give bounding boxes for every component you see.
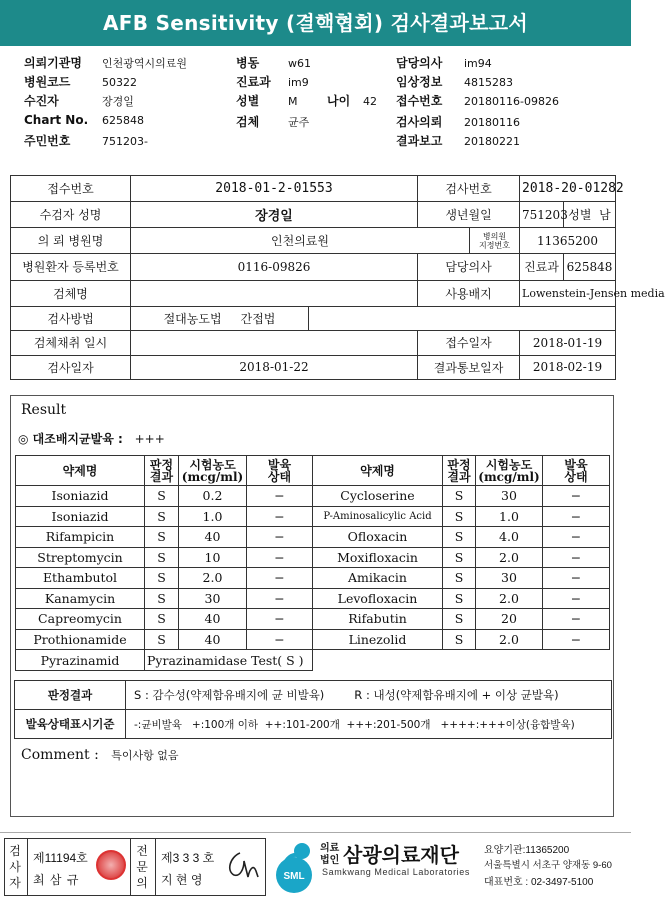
drug-drug-cell: Levofloxacin [313,588,443,609]
header-field: 검체 균주 [236,115,310,129]
sex-cell [564,202,616,228]
medium-label: 사용배지 [418,280,520,306]
test-no-label: 검사번호 [418,176,520,202]
drug-judge-cell: S [145,506,179,527]
tester-no: 제11194호 [33,851,88,865]
drug-judge-cell: S [443,609,476,630]
drug-drug-cell: Rifabutin [313,609,443,630]
reg-no-label: 병원환자 등록번호 [11,254,131,280]
birth-label: 생년월일 [418,202,520,228]
header-field: 의뢰기관명 인천광역시의료원 [24,56,188,70]
header-field: 성별 M [236,94,298,108]
drug-judge-cell: S [443,486,476,507]
col-conc-2: (mcg/ml) [181,469,244,484]
drug-judge-cell: S [145,609,179,630]
receive-date: 2018-01-19 [520,330,616,355]
drug-table [15,455,610,671]
dept-label: 진료과 [520,254,564,280]
hospital: 인천의료원 [131,228,470,254]
pza-drug: Pyrazinamid [16,650,145,671]
drug-row [16,506,610,527]
col-judge [145,456,179,486]
svg-text:SML: SML [283,871,305,882]
drug-conc-cell: 30 [476,568,543,589]
col-growth-2: 상태 [564,469,588,484]
patient-name-label: 수검자 성명 [11,202,131,228]
drug-judge-cell: S [443,568,476,589]
method-value [131,306,309,330]
drug-growth-cell: − [247,506,313,527]
test-date: 2018-01-22 [131,355,418,379]
legend-growth-label: 발육상태표시기준 [15,710,126,739]
drug-conc-cell: 20 [476,609,543,630]
reg-no: 0116-09826 [131,254,418,280]
method-label: 검사방법 [11,306,131,330]
specimen-value [131,280,418,306]
comment [21,746,179,764]
drug-conc-cell: 30 [476,486,543,507]
org-prefix: 의료 법인 [320,843,340,866]
drug-growth-cell: − [247,609,313,630]
test-date-label: 검사일자 [11,355,131,379]
collect-value [131,330,418,355]
col-judge [443,456,476,486]
drug-growth-cell: − [247,588,313,609]
header-field: 병동 w61 [236,56,311,70]
header-field: 임상정보 4815283 [396,75,513,89]
org-address: 서울특별시 서초구 양재동 9-60 [484,860,612,871]
drug-drug-cell: Prothionamide [16,629,145,650]
drug-growth-cell: − [543,609,610,630]
drug-judge-cell: S [443,588,476,609]
drug-judge-cell: S [145,486,179,507]
control-growth [18,430,165,447]
drug-conc-cell: 40 [179,629,247,650]
drug-conc-cell: 40 [179,609,247,630]
report-title: AFB Sensitivity (결핵협회) 검사결과보고서 [0,0,631,46]
drug-drug-cell: Kanamycin [16,588,145,609]
specimen-label: 검체명 [11,280,131,306]
legend-growth-text: -:균비발육 +:100개 이하 ++:101-200개 +++:201-500개 ++++:+++이상(융합발육) [126,710,612,739]
org-en: Samkwang Medical Laboratories [322,867,470,877]
reviewer-name: 지 현 영 [161,873,203,887]
org-phone: 대표번호 : 02-3497-5100 [484,877,594,888]
header-field: 진료과 im9 [236,75,309,89]
method-2: 간접법 [240,311,276,326]
birth: 751203 [520,202,564,228]
test-no: 2018-20-01282 [520,176,616,202]
drug-row [16,588,610,609]
drug-drug-cell: Linezolid [313,629,443,650]
header-field: 검사의뢰 20180116 [396,115,520,129]
sex: 남 [599,208,611,223]
drug-judge-cell: S [443,629,476,650]
control-growth-value: +++ [134,432,165,446]
legend-judge-s: S : 감수성(약제함유배지에 균 비발육) [134,688,325,702]
header-field: Chart No. 625848 [24,113,144,127]
comment-label: Comment : [21,747,99,763]
drug-row [16,568,610,589]
footer [0,832,631,903]
drug-growth-cell: − [543,629,610,650]
drug-conc-cell: 2.0 [179,568,247,589]
report-date: 2018-02-19 [520,355,616,379]
org-name: 삼광의료재단 [343,843,459,867]
drug-conc-cell: 0.2 [179,486,247,507]
drug-row [16,629,610,650]
patient-form [10,175,665,380]
drug-drug-cell: P-Aminosalicylic Acid [313,506,443,527]
method-blank [309,306,616,330]
legend-judge-r: R : 내성(약제함유배지에 + 이상 균발육) [354,688,559,702]
drug-conc-cell: 30 [179,588,247,609]
col-drug: 약제명 [16,456,145,486]
control-growth-label: ◎ 대조배지균발육 : [18,432,123,446]
col-growth-1: 발육 [267,457,292,472]
col-growth-2: 상태 [267,469,292,484]
drug-judge-cell: S [145,547,179,568]
drug-growth-cell: − [247,486,313,507]
col-conc [476,456,543,486]
reviewer-label: 전 문 의 [136,844,148,890]
header-field-age: 나이 42 [327,94,377,108]
legend-judge-label: 판정결과 [15,681,126,710]
drug-conc-cell: 2.0 [476,629,543,650]
col-growth-1: 발육 [564,457,588,472]
drug-drug-cell: Ofloxacin [313,527,443,548]
receive-label: 접수일자 [418,330,520,355]
collect-label: 검체채취 일시 [11,330,131,355]
medium: Lowenstein-Jensen media [520,280,616,306]
drug-conc-cell: 1.0 [476,506,543,527]
col-drug: 약제명 [313,456,443,486]
drug-growth-cell: − [543,588,610,609]
col-judge-1: 판정 [149,457,174,472]
drug-judge-cell: S [145,629,179,650]
dept-value: 625848 [564,254,616,280]
sex-label: 성별 [568,208,592,223]
drug-drug-cell: Cycloserine [313,486,443,507]
drug-judge-cell: S [145,568,179,589]
receipt-no: 2018-01-2-01553 [131,176,418,202]
col-growth [247,456,313,486]
drug-judge-cell: S [443,506,476,527]
header-field: 결과보고 20180221 [396,134,520,148]
doctor-label: 담당의사 [418,254,520,280]
drug-drug-cell: Capreomycin [16,609,145,630]
pza-test: Pyrazinamidase Test( S ) [145,650,313,671]
drug-row [16,527,610,548]
col-conc-1: 시험농도 [189,457,236,472]
drug-conc-cell: 40 [179,527,247,548]
comment-text: 특이사항 없음 [111,749,179,762]
drug-judge-cell: S [443,527,476,548]
col-growth [543,456,610,486]
header-info [24,54,624,150]
hospital-label: 의 뢰 병원명 [11,228,131,254]
method-1: 절대농도법 [163,311,222,326]
drug-drug-cell: Ethambutol [16,568,145,589]
pza-blank [313,650,610,671]
legend-table [14,680,612,739]
designated-label-1: 병의원 [482,231,507,241]
drug-row [16,609,610,630]
col-conc [179,456,247,486]
designated-label [470,228,520,254]
result-heading: Result [21,402,67,418]
legend-judge-text [126,681,612,710]
drug-growth-cell: − [247,568,313,589]
seal-stamp [96,850,126,880]
drug-drug-cell: Moxifloxacin [313,547,443,568]
drug-drug-cell: Amikacin [313,568,443,589]
drug-row [16,547,610,568]
drug-drug-cell: Isoniazid [16,486,145,507]
drug-judge-cell: S [443,547,476,568]
tester-label: 검 사 자 [9,844,21,890]
drug-growth-cell: − [247,547,313,568]
signature [222,847,262,883]
col-conc-1: 시험농도 [485,457,533,472]
drug-growth-cell: − [543,506,610,527]
drug-growth-cell: − [247,629,313,650]
drug-growth-cell: − [543,486,610,507]
designated-no: 11365200 [520,228,616,254]
drug-growth-cell: − [543,547,610,568]
drug-judge-cell: S [145,527,179,548]
col-judge-1: 판정 [447,457,471,472]
col-judge-2: 결과 [447,469,471,484]
drug-conc-cell: 10 [179,547,247,568]
header-field: 주민번호 751203- [24,134,148,148]
designated-label-2: 지정번호 [479,240,510,250]
drug-conc-cell: 2.0 [476,588,543,609]
drug-drug-cell: Streptomycin [16,547,145,568]
drug-growth-cell: − [247,527,313,548]
sml-logo-icon [270,839,318,895]
drug-drug-cell: Isoniazid [16,506,145,527]
org-code: 요양기관:11365200 [484,845,570,856]
header-field: 담당의사 im94 [396,56,492,70]
drug-row [16,486,610,507]
drug-conc-cell: 1.0 [179,506,247,527]
drug-judge-cell: S [145,588,179,609]
header-field: 접수번호 20180116-09826 [396,94,559,108]
header-field: 수진자 장경일 [24,94,134,108]
drug-conc-cell: 4.0 [476,527,543,548]
col-conc-2: (mcg/ml) [478,469,540,484]
patient-name: 장경일 [131,202,418,228]
drug-growth-cell: − [543,568,610,589]
reviewer-no: 제3 3 3 호 [161,851,215,865]
drug-growth-cell: − [543,527,610,548]
drug-conc-cell: 2.0 [476,547,543,568]
col-judge-2: 결과 [149,469,174,484]
drug-drug-cell: Rifampicin [16,527,145,548]
tester-name: 최 삼 규 [33,873,80,887]
header-field: 병원코드 50322 [24,75,137,89]
report-label: 결과통보일자 [418,355,520,379]
receipt-no-label: 접수번호 [11,176,131,202]
